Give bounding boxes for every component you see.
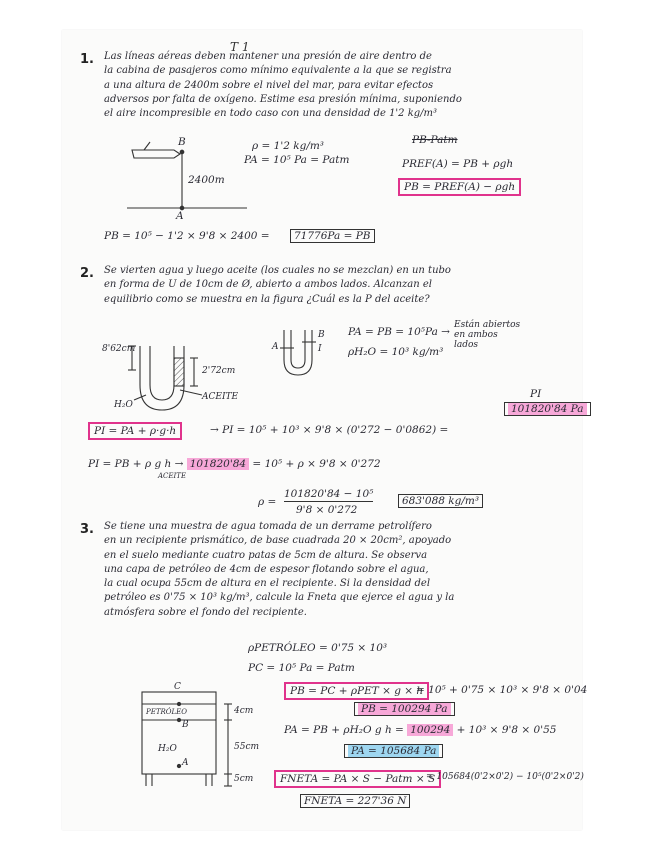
problem-1-statement: Las líneas aéreas deben mantener una presión de aire dentro de la cabina de pasajeros como mínimo equivalente a la que se registra a una altura de 2400m sobre el nivel del mar, para evitar efectos adversos por falta de oxígeno. Estime esa presión mínima, suponiendo el aire incompresible en todo caso con una densidad de 1'2 kg/m³ xyxy=(104,51,462,120)
p3-pa-calc: + 10³ × 9'8 × 0'55 xyxy=(456,724,557,736)
p2-pi-result: 101820'84 Pa xyxy=(508,403,587,415)
p3-fneta-formula: FNETA = PA × S − Patm × S xyxy=(274,770,441,788)
p3-fneta-result: FNETA = 227'36 N xyxy=(300,794,410,808)
altitude-figure xyxy=(127,142,247,210)
fig3-dim-4: 4cm xyxy=(234,706,254,716)
fig3-b: B xyxy=(182,720,189,730)
p3-pa-formula xyxy=(284,724,556,736)
fig2-small-b: B xyxy=(318,330,325,340)
fig1-label-b: B xyxy=(178,136,186,148)
p1-pref: PREF(A) = PB + ρgh xyxy=(402,158,514,170)
fig3-a: A xyxy=(182,758,189,768)
p2-pa-pb: PA = PB = 10⁵Pa → xyxy=(348,326,450,338)
p2-pi-line2-text: PI = PB + ρ g h → xyxy=(88,458,187,470)
p2-pi-line2-rest: = 10⁵ + ρ × 9'8 × 0'272 xyxy=(249,458,381,470)
p3-pa-result: PA = 105684 Pa xyxy=(348,745,439,757)
fig3-dim-55: 55cm xyxy=(234,742,260,752)
p2-pi-formula: PI = PA + ρ·g·h xyxy=(88,422,182,440)
fig2-right-height: 2'72cm xyxy=(202,366,236,376)
notebook-page xyxy=(62,30,588,830)
fig2-h2o: H₂O xyxy=(114,400,133,410)
p1-rho: ρ = 1'2 kg/m³ xyxy=(252,140,325,152)
p2-aceite-sub: ACEITE xyxy=(158,472,187,480)
p2-pi-line2-hl: 101820'84 xyxy=(187,458,249,470)
p3-pc: PC = 10⁵ Pa = Patm xyxy=(248,662,355,674)
p2-rho-num: 101820'84 − 10⁵ xyxy=(284,488,373,502)
fig3-h2o: H₂O xyxy=(158,744,177,754)
p1-calc: PB = 10⁵ − 1'2 × 9'8 × 2400 = xyxy=(104,230,270,242)
problem-3-number: 3. xyxy=(80,522,94,537)
container-figure xyxy=(142,692,232,786)
problem-2-number: 2. xyxy=(80,266,94,281)
p2-rho-den: 9'8 × 0'272 xyxy=(296,504,358,516)
p1-scribble: PB-Patm xyxy=(412,134,458,146)
fig3-c: C xyxy=(174,682,181,692)
p3-fneta-calc: = 105684(0'2×0'2) − 10⁵(0'2×0'2) xyxy=(426,772,584,782)
p3-pa-hl: 100294 xyxy=(407,724,453,736)
p2-pi-line2 xyxy=(88,458,381,470)
p3-pb-formula: PB = PC + ρPET × g × h xyxy=(284,682,429,700)
p2-rho-h2o: ρH₂O = 10³ kg/m³ xyxy=(348,346,444,358)
p3-pb-calc: = 10⁵ + 0'75 × 10³ × 9'8 × 0'04 xyxy=(416,684,588,696)
fig2-aceite: ACEITE xyxy=(202,392,239,402)
fig1-label-a: A xyxy=(176,210,184,222)
p1-result: 71776Pa = PB xyxy=(290,229,375,243)
p2-rho-result: 683'088 kg/m³ xyxy=(398,494,483,508)
fig2-left-height: 8'62cm xyxy=(102,344,136,354)
u-tube-small-figure xyxy=(280,330,316,375)
p2-open-note: Están abiertos en ambos lados xyxy=(454,320,521,350)
p3-pa-formula-text: PA = PB + ρH₂O g h = xyxy=(284,724,404,736)
p1-pb-formula: PB = PREF(A) − ρgh xyxy=(398,178,521,196)
u-tube-figure xyxy=(128,346,202,410)
fig2-small-i: I xyxy=(318,344,322,354)
p2-pi-calc: → PI = 10⁵ + 10³ × 9'8 × (0'272 − 0'0862) = xyxy=(210,424,449,436)
p3-rho-pet: ρPETRÓLEO = 0'75 × 10³ xyxy=(248,642,388,654)
p2-rho-label: ρ = xyxy=(258,496,277,508)
fig3-dim-5: 5cm xyxy=(234,774,254,784)
problem-2-statement: Se vierten agua y luego aceite (los cuales no se mezclan) en un tubo en forma de U de 10cm de Ø, abierto a ambos lados. Alcanzan el equilibrio como se muestra en la figura ¿Cuál es la P del aceite? xyxy=(104,265,451,305)
problem-1-number: 1. xyxy=(80,52,94,67)
p2-pi-label: PI xyxy=(530,388,542,400)
p1-pa: PA = 10⁵ Pa = Patm xyxy=(244,154,350,166)
fig1-height: 2400m xyxy=(188,174,225,186)
fig3-petroleo: PETRÓLEO xyxy=(146,708,187,716)
problem-3-statement: Se tiene una muestra de agua tomada de un derrame petrolífero en un recipiente prismático, de base cuadrada 20 × 20cm², apoyado en el suelo mediante cuatro patas de 5cm de altura. Se observa una capa de petróleo de 4cm de espesor flotando sobre el agua, la cual ocupa 55cm de altura en el recipiente. Si la densidad del petróleo es 0'75 × 10³ kg/m³, calcule la Fneta que ejerce el agua y la atmósfera sobre el fondo del recipiente. xyxy=(104,521,455,618)
fig2-small-a: A xyxy=(272,342,279,352)
page-mark: T 1 xyxy=(230,40,250,54)
p3-pb-result: PB = 100294 Pa xyxy=(358,703,451,715)
